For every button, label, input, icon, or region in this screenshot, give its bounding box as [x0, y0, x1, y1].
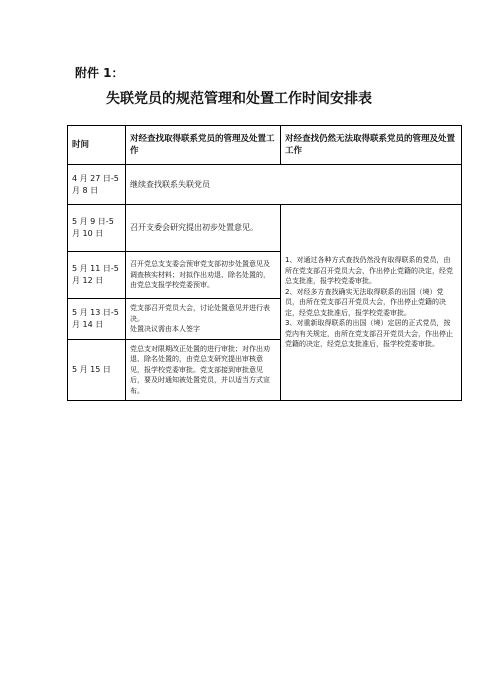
- row-contacted-action: 党总支对限期改正处置的进行审批；对作出劝退、除名处置的，由党总支研究提出审核意见，报学校党委审批。党支部接到审批意见后，要及时通知被处置党员，并以适当方式宣布。: [126, 340, 281, 401]
- attachment-label: 附件 1：: [75, 66, 124, 80]
- row-merged-text: 继续查找联系失联党员: [126, 165, 462, 205]
- row-time: 5 月 9 日-5 月 10 日: [68, 205, 126, 252]
- table-header-row: [68, 126, 462, 165]
- table-row: [68, 205, 462, 252]
- table-row: [68, 165, 462, 205]
- uncontactable-actions-cell: [281, 205, 462, 401]
- header-uncontactable-members: 对经查找仍然无法取得联系党员的管理及处置工作: [281, 126, 462, 165]
- row-contacted-action: [126, 299, 281, 340]
- row-action-note: 处置决议需由本人签字: [130, 325, 200, 334]
- schedule-table: [67, 125, 462, 401]
- uncontactable-action-item: 1、对通过各种方式查找仍然没有取得联系的党员，由所在党支部召开党员大会，作出停止党籍的决定，经党总支批准，报学校党委审批。: [285, 256, 453, 286]
- row-time: 5 月 11 日-5 月 12 日: [68, 252, 126, 299]
- row-time: 5 月 13 日-5 月 14 日: [68, 299, 126, 340]
- row-time: 4 月 27 日-5 月 8 日: [68, 165, 126, 205]
- row-contacted-action: 召开支委会研究提出初步处置意见。: [126, 205, 281, 252]
- uncontactable-action-item: 2、对经多方查找确实无法取得联系的出国（境）党员，由所在党支部召开党员大会，作出停止党籍的决定，经党总支批准后，报学校党委审批。: [285, 287, 446, 317]
- document-title: 失联党员的规范管理和处置工作时间安排表: [106, 91, 372, 107]
- uncontactable-action-item: 3、对重新取得联系的出国（境）定居的正式党员，按党内有关规定，由所在党支部召开党员大会，作出停止党籍的决定，经党总支批准后，报学校党委审批。: [285, 319, 453, 349]
- row-time: 5 月 15 日: [68, 340, 126, 401]
- header-time: 时间: [68, 126, 126, 165]
- header-contacted-members: 对经查找取得联系党员的管理及处置工作: [126, 126, 281, 165]
- row-contacted-action: 召开党总支支委会预审党支部初步处置意见及调查核实材料；对拟作出劝退、除名处置的，由党总支报学校党委预审。: [126, 252, 281, 299]
- row-action-text: 党支部召开党员大会，讨论处置意见并进行表决。: [130, 304, 270, 323]
